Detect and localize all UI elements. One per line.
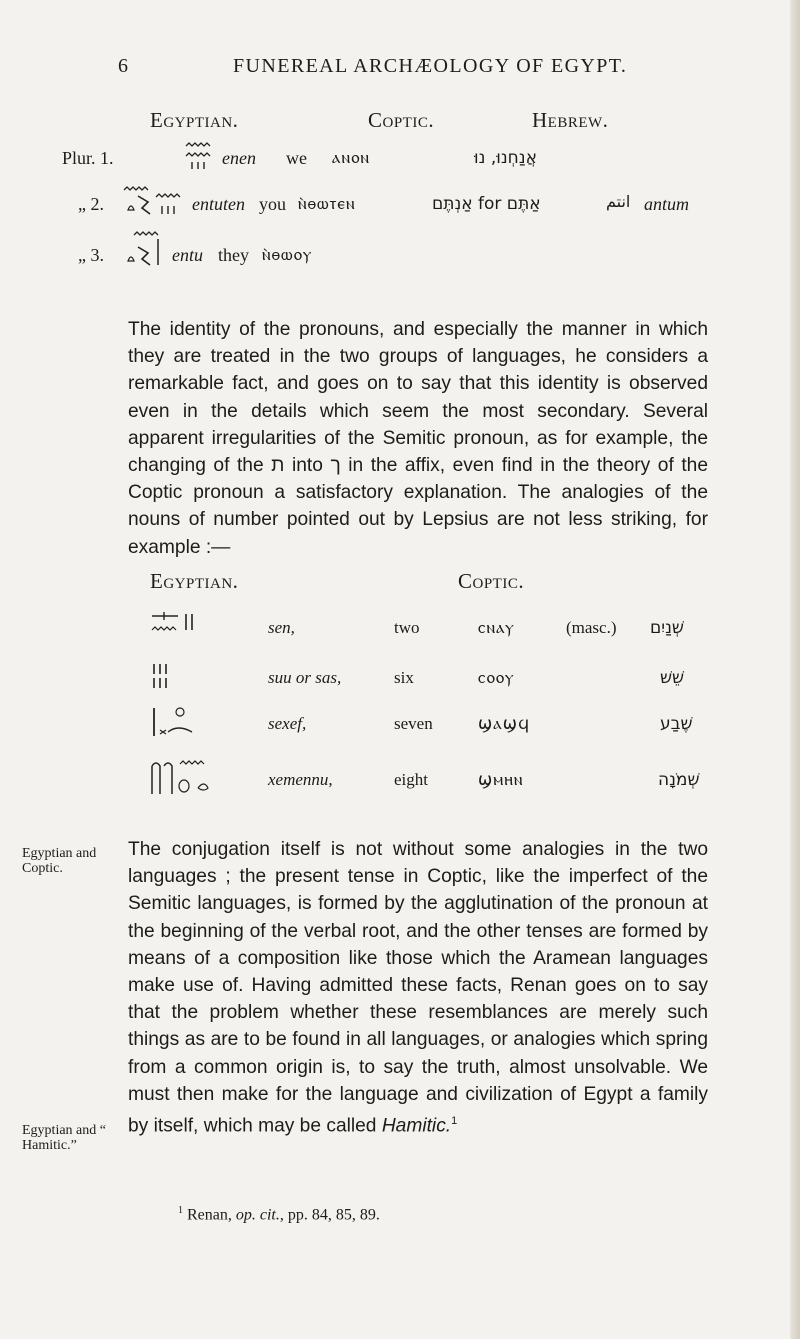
page-edge bbox=[790, 0, 800, 1339]
gloss: we bbox=[286, 148, 307, 168]
pronoun-row-3 bbox=[62, 245, 712, 275]
hieroglyph-group-icon bbox=[122, 229, 162, 269]
paragraph-pronouns: The identity of the pronouns, and especially the manner in which they are treated in the two groups of languages, he considers a remarkable fact, and goes on to say that this identity is observed even in the details which seem the most secondary. Several apparent irregularities of the Semitic pronoun, as for example, the changing of the ת into ך in the affix, even find in the theory of the Coptic pronoun a satisfactory explanation. The analogies of the nouns of number pointed out by Lepsius are not less striking, for example :— bbox=[128, 319, 708, 558]
footnote-ref: 1 bbox=[451, 1115, 458, 1128]
hebrew-word: שְׁמֹנָה bbox=[658, 770, 700, 790]
footnote-opcit: op. cit. bbox=[235, 1206, 280, 1224]
row-label: „ 2. bbox=[78, 194, 104, 214]
translit: entu bbox=[172, 245, 203, 265]
gloss: seven bbox=[394, 714, 433, 733]
hieroglyph-sen-icon bbox=[150, 610, 196, 640]
col-coptic: Coptic. bbox=[368, 108, 435, 132]
number-row-six bbox=[150, 668, 710, 698]
translit: suu or sas, bbox=[268, 668, 342, 687]
hieroglyph-xemennu-icon bbox=[150, 756, 226, 796]
running-head bbox=[118, 55, 718, 78]
gloss: you bbox=[259, 194, 286, 214]
gloss: six bbox=[394, 668, 414, 687]
running-title: FUNEREAL ARCHÆOLOGY OF EGYPT. bbox=[233, 55, 628, 77]
hebrew-word: שֵׁשׁ bbox=[660, 668, 685, 688]
translit: sen, bbox=[268, 618, 295, 637]
num-col-egyptian: Egyptian. bbox=[150, 569, 239, 593]
number-row-seven bbox=[150, 714, 710, 746]
footnote bbox=[178, 1205, 380, 1224]
paragraph-text: The conjugation itself is not without some analogies in the two languages ; the present tense in Coptic, like the imperfect of the Semitic languages, is formed by the agglutination of the pronoun at the beginning of the verbal root, and the other tenses are formed by means of a composition like those which the Aramean languages make use of. Having admitted these facts, Renan goes on to say that the problem whether these resemblances are merely such things as are to be found in all languages, or analogies which spring from a common origin is, to say the truth, almost unsolvable. We must then make for the language and civilization of Egypt a family by itself, which may be called bbox=[128, 839, 708, 1137]
row-label: „ 3. bbox=[78, 245, 104, 265]
col-hebrew: Hebrew. bbox=[532, 108, 609, 132]
arabic-word: انتم bbox=[606, 192, 631, 211]
coptic-word: ⲛ̀ⲑⲱⲟⲩ bbox=[262, 245, 313, 265]
coptic-word: ϣⲙⲏⲛ bbox=[478, 770, 524, 790]
hieroglyph-water-icon bbox=[154, 192, 188, 220]
row-label: Plur. 1. bbox=[62, 148, 114, 168]
gloss: eight bbox=[394, 770, 428, 789]
hieroglyph-sexef-icon bbox=[150, 704, 196, 740]
coptic-word: ⲥⲛⲁⲩ bbox=[478, 618, 515, 638]
num-col-coptic: Coptic. bbox=[458, 569, 525, 593]
translit: enen bbox=[222, 148, 256, 168]
coptic-word: ϣⲁϣϥ bbox=[478, 714, 531, 734]
margin-note-hamitic: Egyptian and “ Hamitic.” bbox=[22, 1123, 106, 1153]
coptic-word: ⲁⲛⲟⲛ bbox=[332, 148, 371, 168]
number-row-eight bbox=[150, 770, 710, 802]
gloss: two bbox=[394, 618, 420, 637]
coptic-word: ⲛ̀ⲑⲱⲧⲉⲛ bbox=[298, 194, 356, 214]
footnote-marker: 1 bbox=[178, 1205, 183, 1216]
footnote-text-b: , pp. 84, 85, 89. bbox=[279, 1206, 380, 1224]
hebrew-word: שְׁנַיִם bbox=[650, 618, 684, 638]
hieroglyph-six-strokes-icon bbox=[150, 662, 180, 694]
col-egyptian: Egyptian. bbox=[150, 108, 239, 132]
margin-note-egyptian-coptic: Egyptian and Coptic. bbox=[22, 846, 97, 876]
paragraph-conjugation bbox=[128, 836, 708, 1140]
coptic-word: ⲥⲟⲟⲩ bbox=[478, 668, 515, 688]
arabic-translit: antum bbox=[644, 194, 689, 214]
hebrew-word: אֲנַחְנוּ, נוּ bbox=[474, 148, 537, 168]
footnote-text-a: Renan, bbox=[183, 1206, 236, 1224]
pronoun-row-2 bbox=[62, 194, 742, 224]
number-row-two bbox=[150, 618, 710, 648]
hieroglyph-water-icon bbox=[184, 142, 212, 172]
hebrew-word: אַתֶּם for אַנְתֶּם bbox=[432, 194, 541, 214]
pronoun-row-1 bbox=[62, 148, 712, 178]
gloss: they bbox=[218, 245, 249, 265]
translit: entuten bbox=[192, 194, 245, 214]
hebrew-word: שֶׁבַע bbox=[660, 714, 693, 734]
page-number: 6 bbox=[118, 55, 129, 77]
translit: xemennu, bbox=[268, 770, 333, 789]
translit: sexef, bbox=[268, 714, 307, 733]
hamitic-term: Hamitic. bbox=[381, 1115, 452, 1137]
gender-note: (masc.) bbox=[566, 618, 617, 637]
